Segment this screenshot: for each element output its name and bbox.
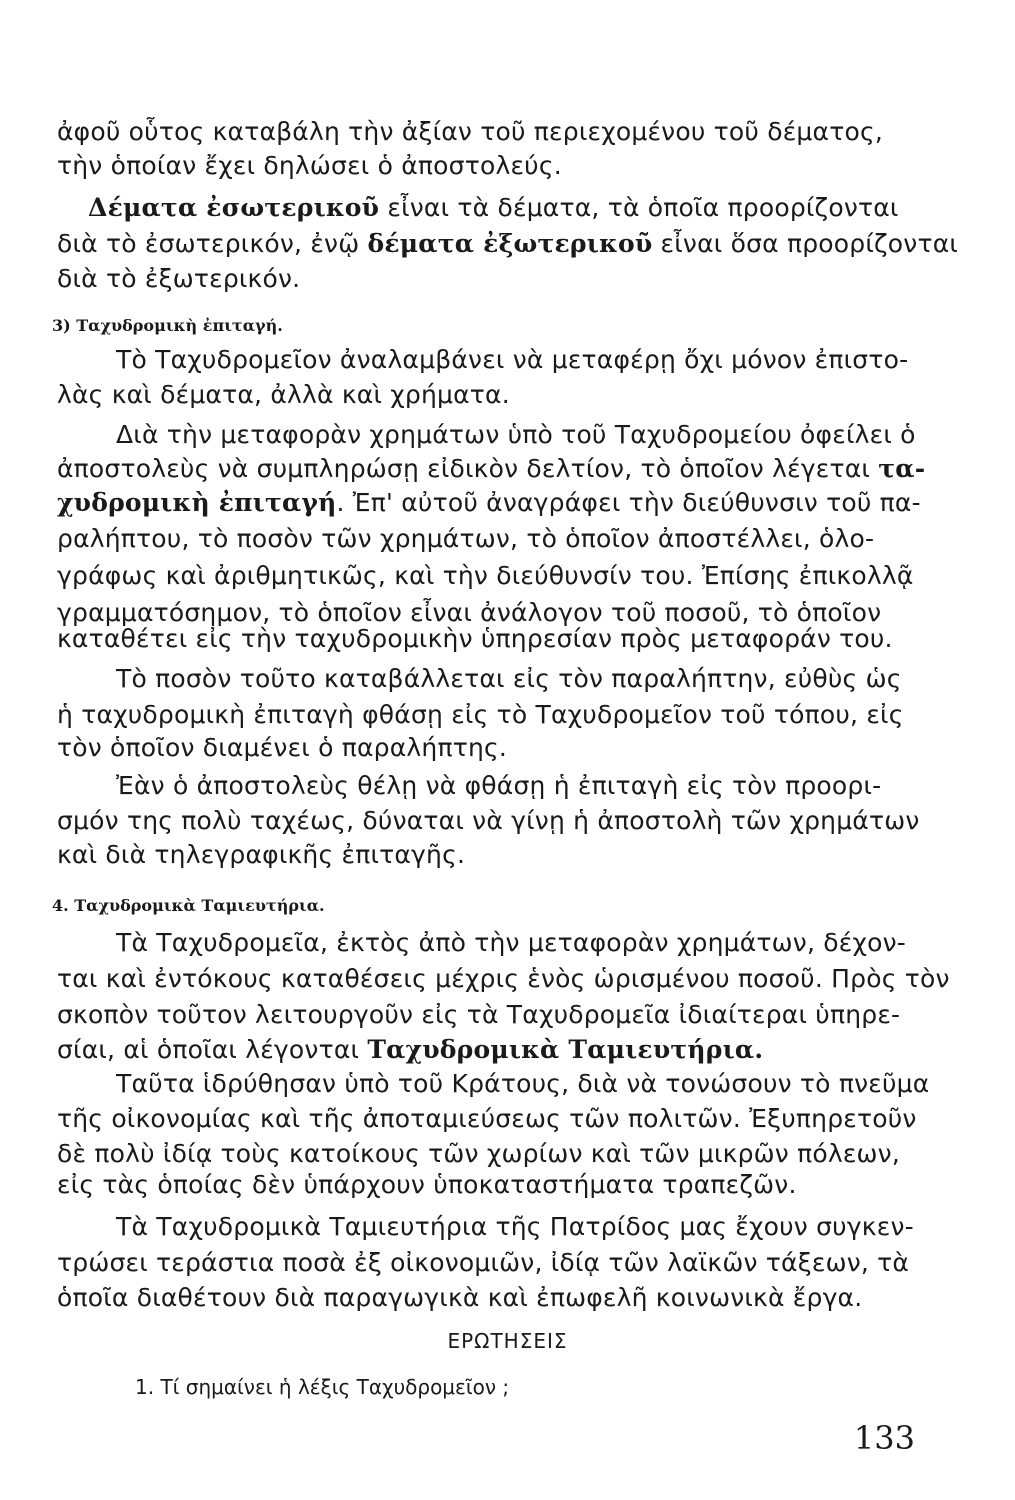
text-line: ἀφοῦ οὗτος καταβάλη τὴν ἀξίαν τοῦ περιεχομένου τοῦ δέματος,: [57, 117, 883, 146]
text-line: [57, 1035, 897, 1065]
section-heading: 4. Ταχυδρομικὰ Ταμιευτήρια.: [52, 896, 325, 915]
text-line: εἰς τὰς ὁποίας δὲν ὑπάρχουν ὑποκαταστήματα τραπεζῶν.: [57, 1170, 797, 1199]
text-line: λὰς καὶ δέματα, ἀλλὰ καὶ χρήματα.: [57, 380, 510, 409]
text-line: Ἐὰν ὁ ἀποστολεὺς θέλῃ νὰ φθάσῃ ἡ ἐπιταγὴ εἰς τὸν προορι-: [116, 771, 882, 800]
text-span: εἶναι τὰ δέματα, τὰ ὁποῖα προορίζονται: [379, 193, 899, 222]
text-line: Τὸ ποσὸν τοῦτο καταβάλλεται εἰς τὸν παραλήπτην, εὐθὺς ὡς: [116, 664, 902, 693]
bold-term: δέματα ἐξωτερικοῦ: [367, 229, 653, 258]
bold-term: Δέματα ἐσωτερικοῦ: [88, 193, 380, 222]
text-line: διὰ τὸ ἐξωτερικόν.: [57, 264, 301, 293]
text-line: Τὰ Ταχυδρομικὰ Ταμιευτήρια τῆς Πατρίδος μας ἔχουν συγκεν-: [116, 1212, 914, 1241]
text-line: ὁποῖα διαθέτουν διὰ παραγωγικὰ καὶ ἐπωφελῆ κοινωνικὰ ἔργα.: [57, 1283, 863, 1312]
bold-term: τα-: [878, 454, 926, 483]
text-line: γραμματόσημον, τὸ ὁποῖον εἶναι ἀνάλογον τοῦ ποσοῦ, τὸ ὁποῖον: [57, 598, 882, 627]
text-line: τὴν ὁποίαν ἔχει δηλώσει ὁ ἀποστολεύς.: [57, 151, 562, 180]
page-number: 133: [853, 1419, 915, 1457]
text-line: [57, 454, 926, 484]
question-item: 1. Τί σημαίνει ἡ λέξις Ταχυδρομεῖον ;: [135, 1375, 510, 1399]
questions-title: ΕΡΩΤΗΣΕΙΣ: [447, 1329, 568, 1353]
text-line: καταθέτει εἰς τὴν ταχυδρομικὴν ὑπηρεσίαν πρὸς μεταφοράν του.: [57, 624, 893, 653]
bold-term: χυδρομικὴ ἐπιταγή: [57, 488, 337, 517]
text-line: ἡ ταχυδρομικὴ ἐπιταγὴ φθάσῃ εἰς τὸ Ταχυδρομεῖον τοῦ τόπου, εἰς: [57, 700, 904, 729]
section-heading: 3) Ταχυδρομικὴ ἐπιταγή.: [52, 316, 283, 335]
text-line: τρώσει τεράστια ποσὰ ἐξ οἰκονομιῶν, ἰδίᾳ τῶν λαϊκῶν τάξεων, τὰ: [57, 1248, 910, 1277]
text-line: γράφως καὶ ἀριθμητικῶς, καὶ τὴν διεύθυνσίν του. Ἐπίσης ἐπικολλᾷ: [57, 561, 914, 590]
text-span: εἶναι ὅσα προορίζονται: [652, 229, 959, 258]
text-line: ραλήπτου, τὸ ποσὸν τῶν χρημάτων, τὸ ὁποῖον ἀποστέλλει, ὁλο-: [57, 524, 875, 553]
bold-term: Ταχυδρομικὰ Ταμιευτήρια.: [367, 1035, 764, 1064]
text-line: Ταῦτα ἱδρύθησαν ὑπὸ τοῦ Κράτους, διὰ νὰ τονώσουν τὸ πνεῦμα: [116, 1069, 930, 1098]
text-line: τὸν ὁποῖον διαμένει ὁ παραλήπτης.: [57, 733, 508, 762]
text-line: σκοπὸν τοῦτον λειτουργοῦν εἰς τὰ Ταχυδρομεῖα ἰδιαίτεραι ὑπηρε-: [57, 1000, 901, 1029]
text-span: σίαι, αἱ ὁποῖαι λέγονται: [57, 1035, 368, 1064]
text-line: δὲ πολὺ ἰδίᾳ τοὺς κατοίκους τῶν χωρίων καὶ τῶν μικρῶν πόλεων,: [57, 1139, 900, 1168]
text-line: Διὰ τὴν μεταφορὰν χρημάτων ὑπὸ τοῦ Ταχυδρομείου ὀφείλει ὁ: [116, 420, 916, 449]
text-line: [57, 488, 921, 518]
text-line: ται καὶ ἐντόκους καταθέσεις μέχρις ἑνὸς ὡρισμένου ποσοῦ. Πρὸς τὸν: [57, 964, 950, 993]
text-span: ἀποστολεὺς νὰ συμπληρώσῃ εἰδικὸν δελτίον, τὸ ὁποῖον λέγεται: [57, 454, 879, 483]
text-line: καὶ διὰ τηλεγραφικῆς ἐπιταγῆς.: [57, 840, 466, 869]
text-line: [88, 193, 928, 223]
text-span: . Ἐπ' αὐτοῦ ἀναγράφει τὴν διεύθυνσιν τοῦ πα-: [336, 488, 921, 517]
text-line: [57, 229, 959, 259]
text-line: Τὸ Ταχυδρομεῖον ἀναλαμβάνει νὰ μεταφέρῃ ὄχι μόνον ἐπιστο-: [116, 345, 909, 374]
text-span: διὰ τὸ ἐσωτερικόν, ἐνῷ: [57, 229, 368, 258]
text-line: σμόν της πολὺ ταχέως, δύναται νὰ γίνῃ ἡ ἀποστολὴ τῶν χρημάτων: [57, 806, 920, 835]
text-line: τῆς οἰκονομίας καὶ τῆς ἀποταμιεύσεως τῶν πολιτῶν. Ἐξυπηρετοῦν: [57, 1104, 917, 1133]
text-line: Τὰ Ταχυδρομεῖα, ἐκτὸς ἀπὸ τὴν μεταφορὰν χρημάτων, δέχον-: [116, 928, 906, 957]
